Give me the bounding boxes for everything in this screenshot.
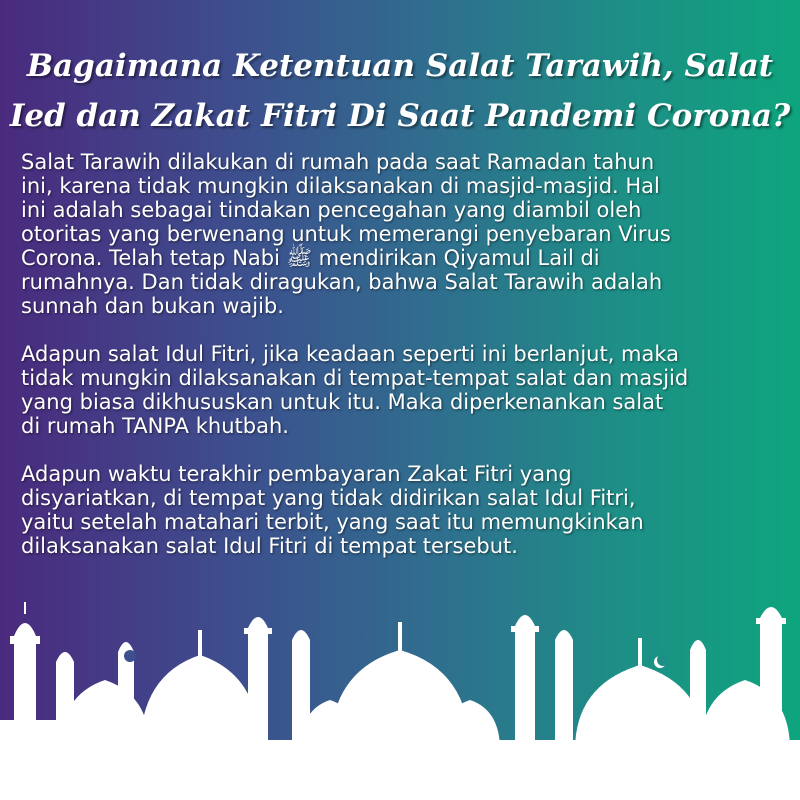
poster-title [0, 41, 800, 141]
mosque-skyline-illustration [0, 600, 800, 800]
mosque-silhouette [0, 602, 800, 800]
paragraph-line: ini adalah sebagai tindakan pencegahan yang diambil oleh [21, 198, 642, 222]
paragraph-line: sunnah dan bukan wajib. [21, 294, 284, 318]
title-line-2: Ied dan Zakat Fitri Di Saat Pandemi Corona? [9, 97, 791, 134]
paragraph-line: yaitu setelah matahari terbit, yang saat itu memungkinkan [21, 510, 644, 534]
paragraph-line: Adapun waktu terakhir pembayaran Zakat Fitri yang [21, 462, 572, 486]
paragraph-idul-fitri [21, 342, 789, 438]
paragraph-line: Adapun salat Idul Fitri, jika keadaan seperti ini berlanjut, maka [21, 342, 680, 366]
paragraph-line: rumahnya. Dan tidak diragukan, bahwa Salat Tarawih adalah [21, 270, 663, 294]
poster-body [21, 150, 789, 582]
paragraph-line: tidak mungkin dilaksanakan di tempat-tempat salat dan masjid [21, 366, 689, 390]
title-line-1: Bagaimana Ketentuan Salat Tarawih, Salat [26, 47, 774, 84]
paragraph-line: otoritas yang berwenang untuk memerangi penyebaran Virus [21, 222, 671, 246]
paragraph-zakat-fitri [21, 462, 789, 558]
paragraph-line: yang biasa dikhususkan untuk itu. Maka diperkenankan salat [21, 390, 664, 414]
paragraph-line: Corona. Telah tetap Nabi ﷺ mendirikan Qiyamul Lail di [21, 246, 600, 270]
paragraph-line: ini, karena tidak mungkin dilaksanakan di masjid-masjid. Hal [21, 174, 660, 198]
paragraph-line: disyariatkan, di tempat yang tidak didirikan salat Idul Fitri, [21, 486, 636, 510]
paragraph-line: Salat Tarawih dilakukan di rumah pada saat Ramadan tahun [21, 150, 655, 174]
paragraph-line: dilaksanakan salat Idul Fitri di tempat tersebut. [21, 534, 518, 558]
paragraph-line: di rumah TANPA khutbah. [21, 414, 289, 438]
paragraph-tarawih [21, 150, 789, 318]
